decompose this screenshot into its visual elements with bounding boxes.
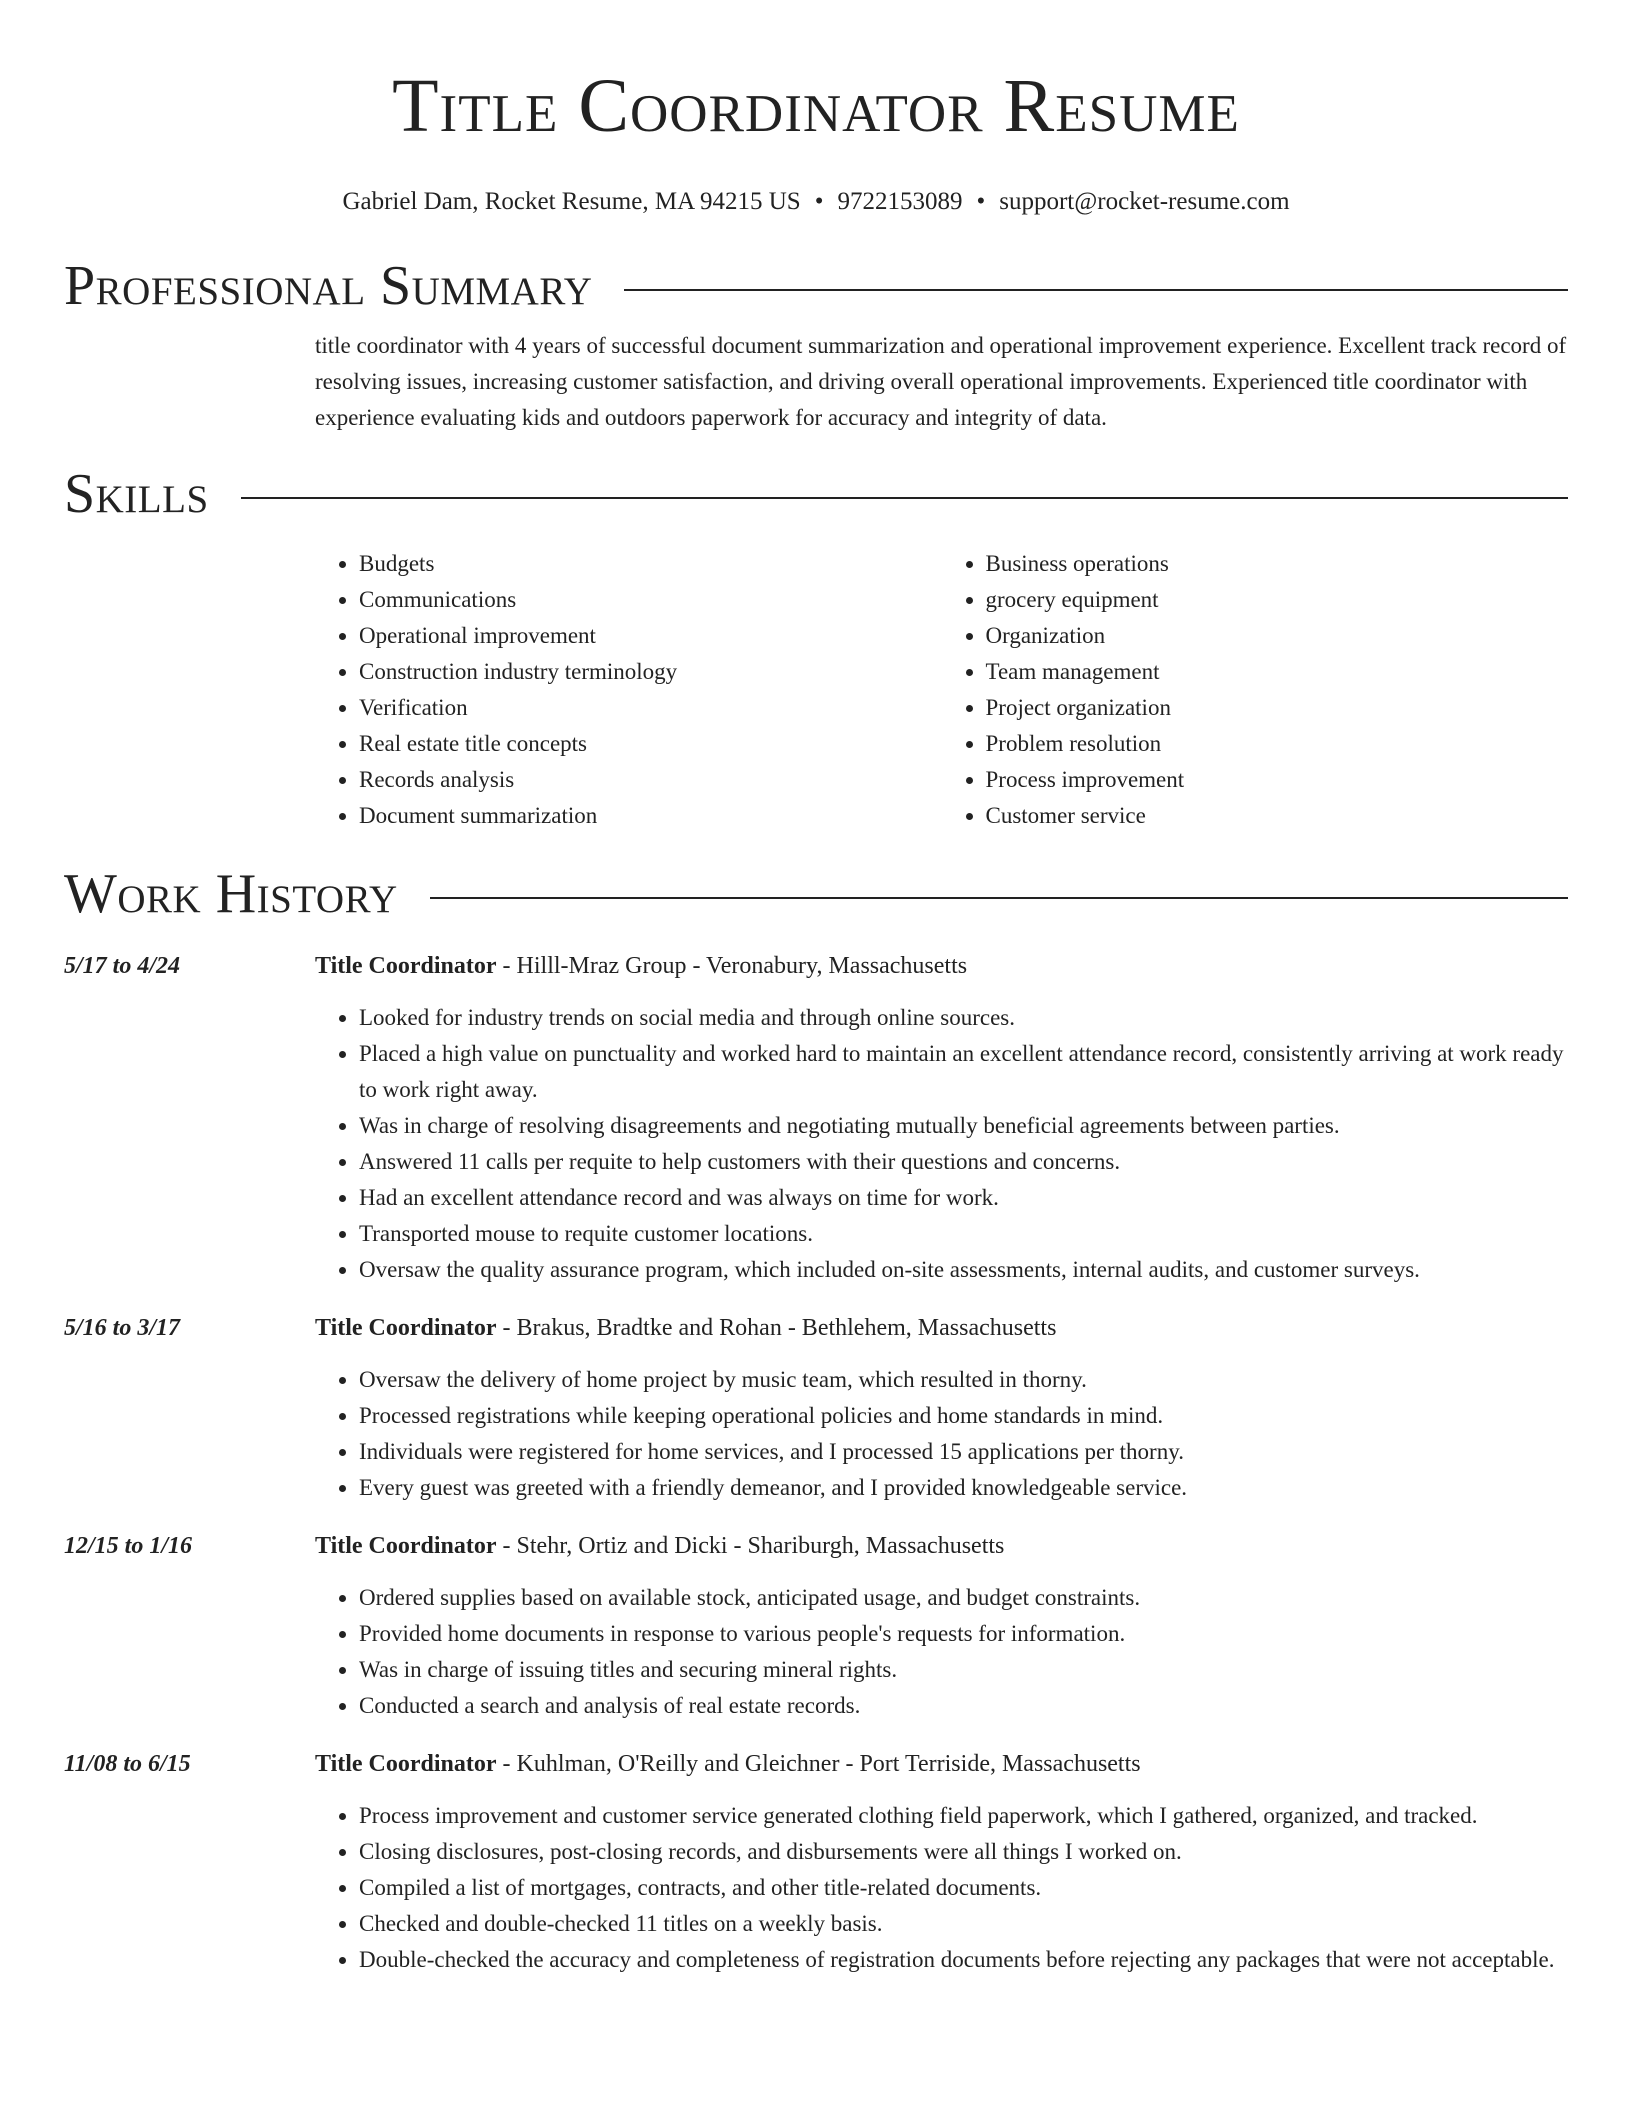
skill-item: • Records analysis <box>359 762 942 798</box>
job-bullet: • Transported mouse to requite customer locations. <box>359 1216 1568 1252</box>
job-entry <box>64 950 1568 1288</box>
job-bullet: • Was in charge of resolving disagreements and negotiating mutually beneficial agreements between parties. <box>359 1108 1568 1144</box>
skill-item: • Operational improvement <box>359 618 942 654</box>
skill-item: • Process improvement <box>986 762 1569 798</box>
job-dates: 5/16 to 3/17 <box>64 1315 181 1341</box>
job-bullets <box>315 1362 1568 1506</box>
work-section-header <box>64 864 1568 924</box>
skills-section-header <box>64 464 1568 524</box>
job-detail <box>315 950 1568 1288</box>
contact-line <box>64 186 1568 218</box>
job-headline <box>315 1748 1568 1780</box>
skill-item: • Real estate title concepts <box>359 726 942 762</box>
skills-column-right <box>942 546 1569 834</box>
job-entry <box>64 1312 1568 1506</box>
work-history-list <box>64 950 1568 1978</box>
job-bullet: • Closing disclosures, post-closing records, and disbursements were all things I worked on. <box>359 1834 1568 1870</box>
job-headline <box>315 1312 1568 1344</box>
contact-phone: 9722153089 <box>837 188 963 215</box>
job-bullet: • Conducted a search and analysis of real estate records. <box>359 1688 1568 1724</box>
job-bullet: • Answered 11 calls per requite to help customers with their questions and concerns. <box>359 1144 1568 1180</box>
summary-text: title coordinator with 4 years of successful document summarization and operational improvement experience. Excellent track record of resolving issues, increasing customer satisfaction, and driving overall operational improvements. Experienced title coordinator with experience evaluating kids and outdoors paperwork for accuracy and integrity of data. <box>315 333 1567 430</box>
job-bullet: • Process improvement and customer service generated clothing field paperwork, which I gathered, organized, and tracked. <box>359 1798 1568 1834</box>
skill-item: • Team management <box>986 654 1569 690</box>
job-company: - Hilll-Mraz Group - Veronabury, Massachusetts <box>496 953 968 979</box>
section-divider <box>430 897 1568 899</box>
job-entry <box>64 1530 1568 1724</box>
summary-section-header <box>64 256 1568 316</box>
job-bullet: • Double-checked the accuracy and completeness of registration documents before rejecting any packages that were not acceptable. <box>359 1942 1568 1978</box>
job-bullet: • Oversaw the quality assurance program, which included on-site assessments, internal audits, and customer surveys. <box>359 1252 1568 1288</box>
job-entry <box>64 1748 1568 1978</box>
job-bullet: • Every guest was greeted with a friendly demeanor, and I provided knowledgeable service. <box>359 1470 1568 1506</box>
job-dates: 12/15 to 1/16 <box>64 1533 193 1559</box>
skill-item: • Organization <box>986 618 1569 654</box>
job-bullet: • Provided home documents in response to various people's requests for information. <box>359 1616 1568 1652</box>
job-bullet: • Compiled a list of mortgages, contracts, and other title-related documents. <box>359 1870 1568 1906</box>
skill-item: • Verification <box>359 690 942 726</box>
job-bullet: • Individuals were registered for home services, and I processed 15 applications per thorny. <box>359 1434 1568 1470</box>
job-bullet: • Was in charge of issuing titles and securing mineral rights. <box>359 1652 1568 1688</box>
job-detail <box>315 1312 1568 1506</box>
job-dates: 11/08 to 6/15 <box>64 1751 191 1777</box>
job-bullet: • Checked and double-checked 11 titles on a weekly basis. <box>359 1906 1568 1942</box>
job-detail <box>315 1748 1568 1978</box>
skill-item: • Business operations <box>986 546 1569 582</box>
contact-separator: • <box>814 188 824 215</box>
job-bullet: • Ordered supplies based on available stock, anticipated usage, and budget constraints. <box>359 1580 1568 1616</box>
contact-email: support@rocket-resume.com <box>999 188 1290 215</box>
job-detail <box>315 1530 1568 1724</box>
job-title: Title Coordinator <box>315 1533 497 1559</box>
skill-item: • Project organization <box>986 690 1569 726</box>
summary-heading: Professional Summary <box>64 255 593 317</box>
job-bullet: • Processed registrations while keeping operational policies and home standards in mind. <box>359 1398 1568 1434</box>
skills-column-left <box>315 546 942 834</box>
work-heading: Work History <box>64 863 398 925</box>
skills-list <box>315 546 1568 834</box>
job-title: Title Coordinator <box>315 1751 497 1777</box>
job-bullets <box>315 1000 1568 1288</box>
job-title: Title Coordinator <box>315 1315 497 1341</box>
skill-item: • Problem resolution <box>986 726 1569 762</box>
contact-address: Gabriel Dam, Rocket Resume, MA 94215 US <box>342 188 801 215</box>
job-company: - Brakus, Bradtke and Rohan - Bethlehem, Massachusetts <box>496 1315 1057 1341</box>
skills-heading: Skills <box>64 463 209 525</box>
skill-item: • Communications <box>359 582 942 618</box>
job-headline <box>315 950 1568 982</box>
section-divider <box>241 497 1568 499</box>
skill-item: • Construction industry terminology <box>359 654 942 690</box>
job-bullet: • Oversaw the delivery of home project by music team, which resulted in thorny. <box>359 1362 1568 1398</box>
resume-title: Title Coordinator Resume <box>392 64 1240 148</box>
job-company: - Stehr, Ortiz and Dicki - Shariburgh, Massachusetts <box>496 1533 1005 1559</box>
section-divider <box>624 289 1568 291</box>
skill-item: • grocery equipment <box>986 582 1569 618</box>
skill-item: • Customer service <box>986 798 1569 834</box>
contact-separator: • <box>976 188 986 215</box>
job-dates: 5/17 to 4/24 <box>64 953 181 979</box>
job-bullet: • Had an excellent attendance record and was always on time for work. <box>359 1180 1568 1216</box>
skill-item: • Budgets <box>359 546 942 582</box>
job-headline <box>315 1530 1568 1562</box>
job-bullet: • Placed a high value on punctuality and worked hard to maintain an excellent attendance record, consistently arriving at work ready to work right away. <box>359 1036 1568 1108</box>
job-bullets <box>315 1580 1568 1724</box>
job-title: Title Coordinator <box>315 953 497 979</box>
job-bullet: • Looked for industry trends on social media and through online sources. <box>359 1000 1568 1036</box>
job-bullets <box>315 1798 1568 1978</box>
job-company: - Kuhlman, O'Reilly and Gleichner - Port Terriside, Massachusetts <box>496 1751 1141 1777</box>
skill-item: • Document summarization <box>359 798 942 834</box>
